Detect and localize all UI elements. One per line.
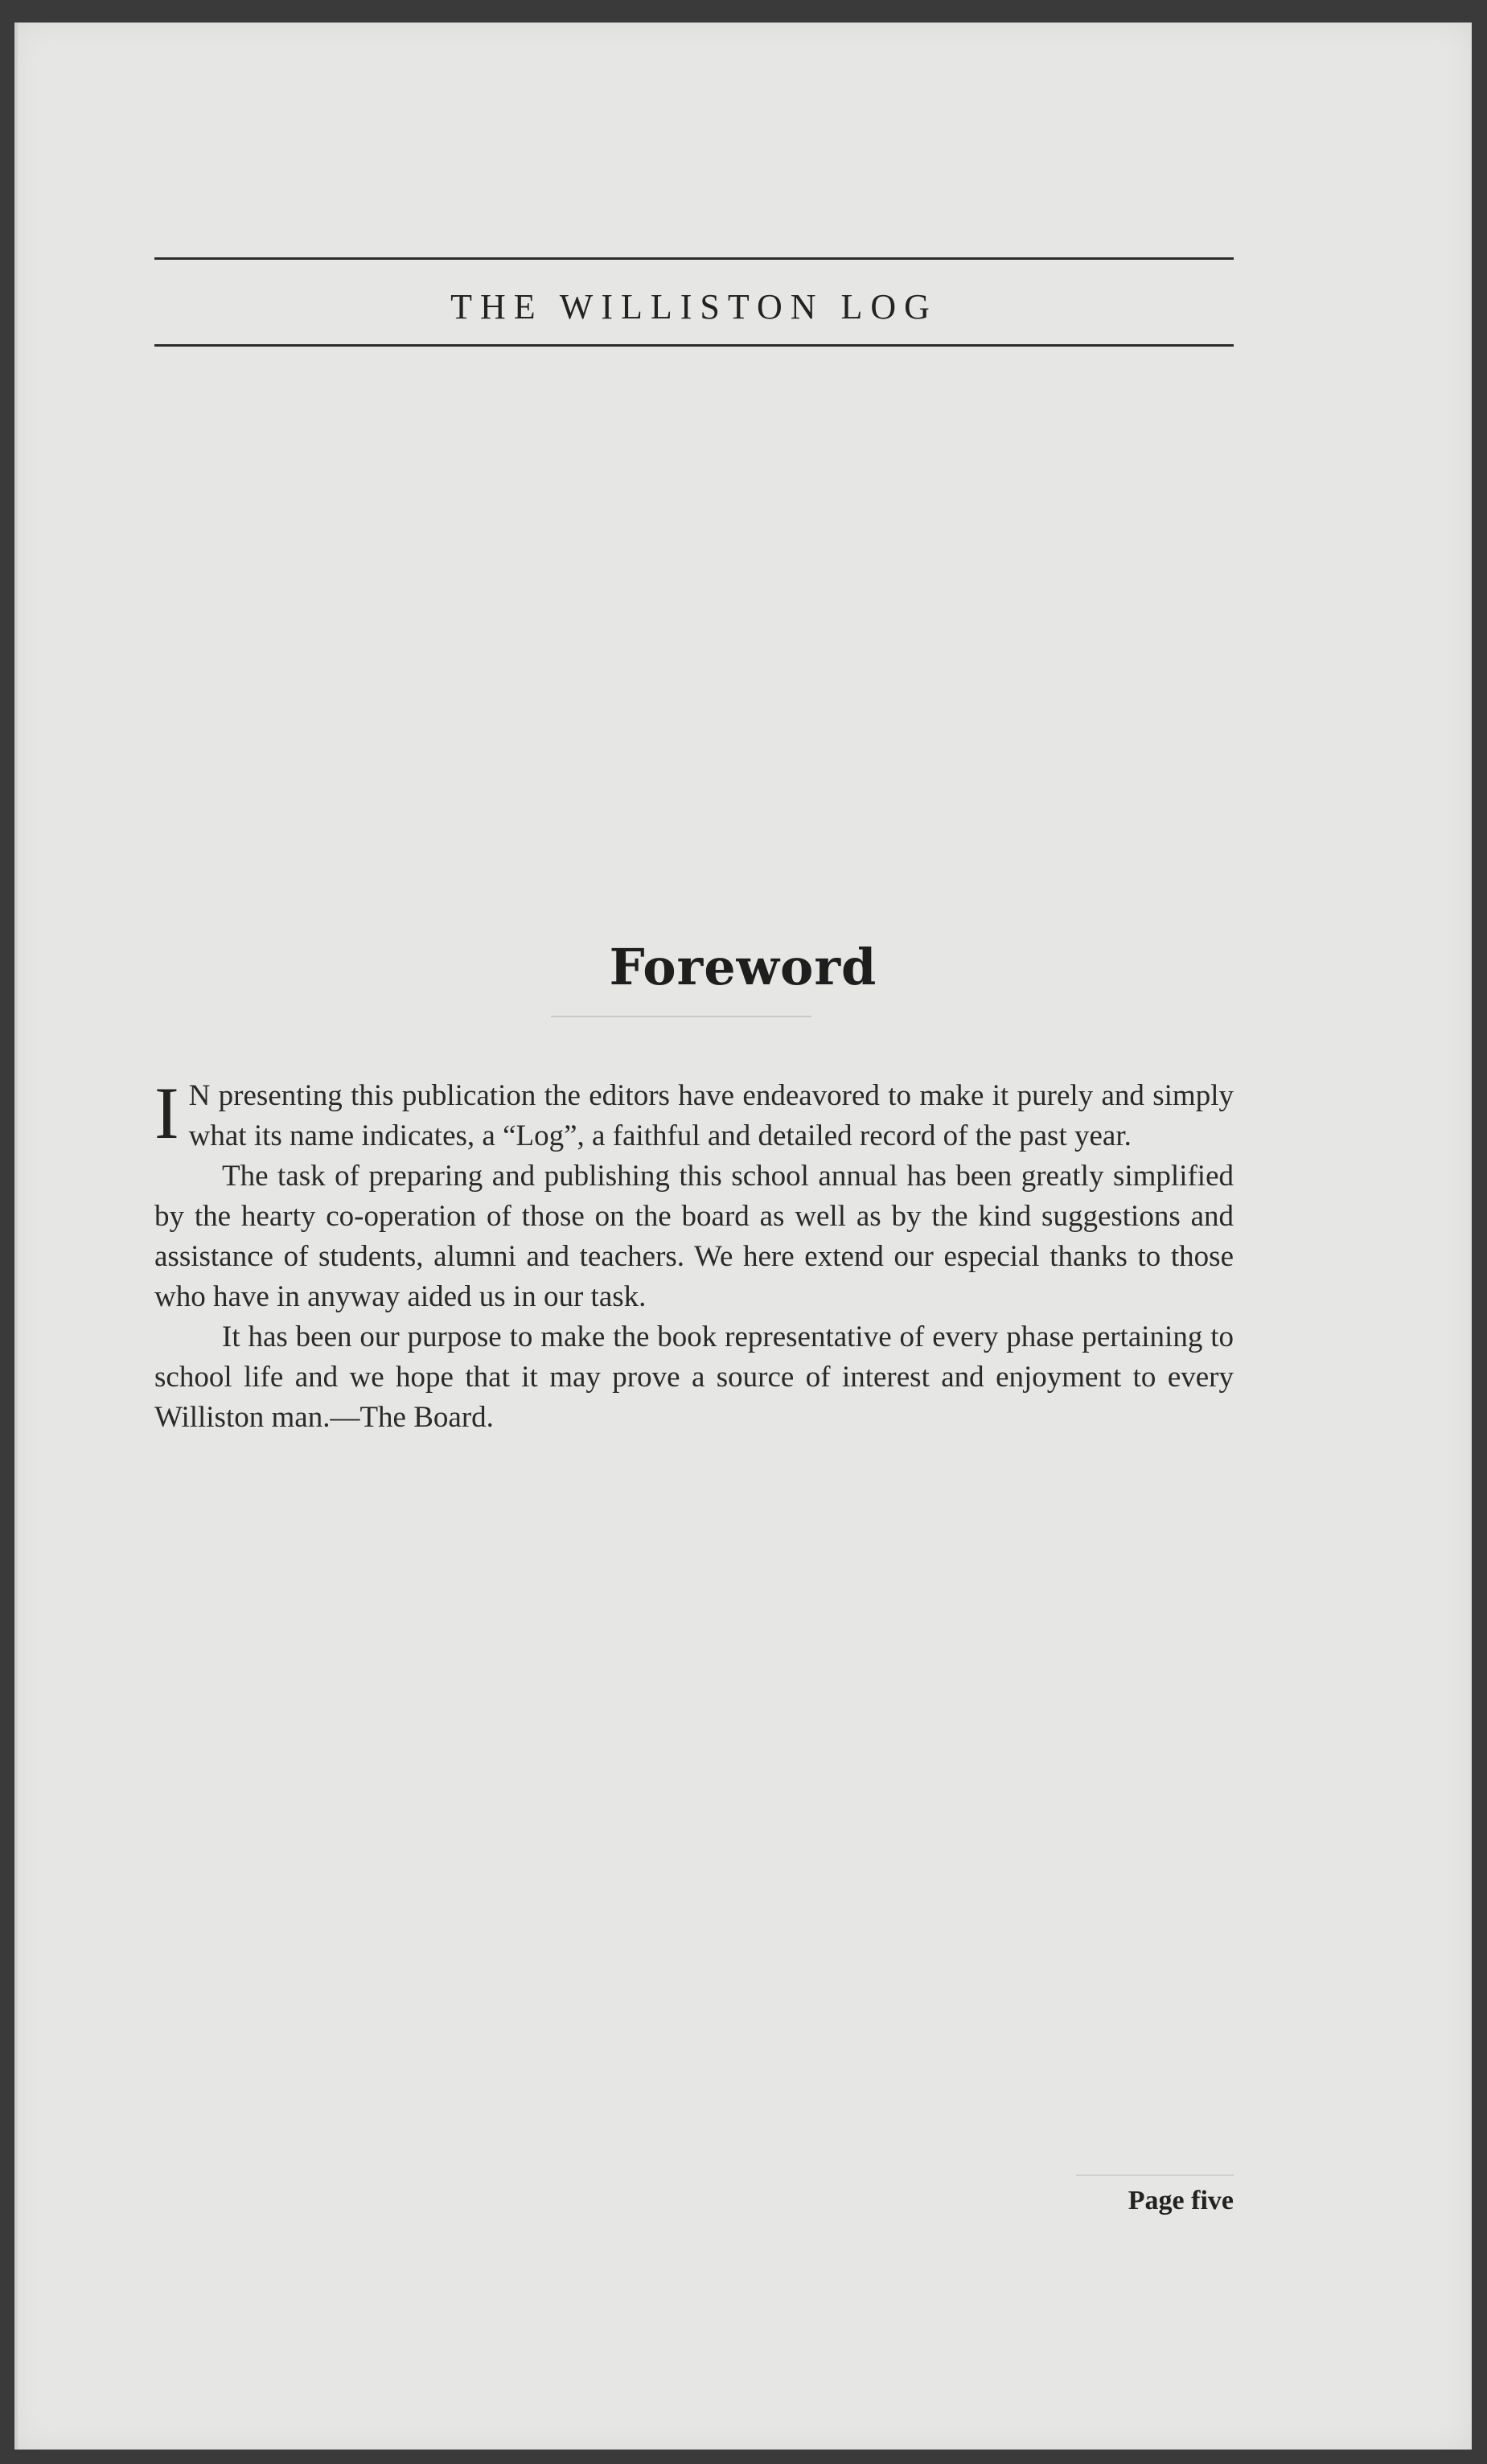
running-header <box>154 257 1234 347</box>
page-number: Page five <box>1128 2186 1234 2216</box>
foreword-body <box>154 1072 1234 1438</box>
drop-cap: I <box>154 1072 179 1154</box>
book-page <box>14 23 1472 2450</box>
paragraph-1 <box>154 1072 1234 1156</box>
page-title: Foreword <box>609 938 877 996</box>
running-head-text: THE WILLISTON LOG <box>450 287 938 326</box>
page-edge <box>14 23 18 2450</box>
paragraph-1-text: N presenting this publication the editors have endeavored to make it purely and simply what its name indicates, a “Log”, a faithful and detailed record of the past year. <box>188 1079 1234 1152</box>
header-rule-bottom <box>154 344 1234 347</box>
title-divider <box>551 1016 811 1017</box>
paragraph-2: The task of preparing and publishing this school annual has been greatly simplified by the hearty co-operation of those on the board as well as by the kind suggestions and assistance of students, alumni and teachers. We here extend our especial thanks to those who have in anyway aided us in our task. <box>154 1160 1234 1313</box>
header-rule-top <box>154 257 1234 260</box>
folio-rule <box>1076 2174 1234 2176</box>
paragraph-3: It has been our purpose to make the book representative of every phase pertaining to school life and we hope that it may prove a source of interest and enjoyment to every Williston man.—The Board. <box>154 1320 1234 1434</box>
